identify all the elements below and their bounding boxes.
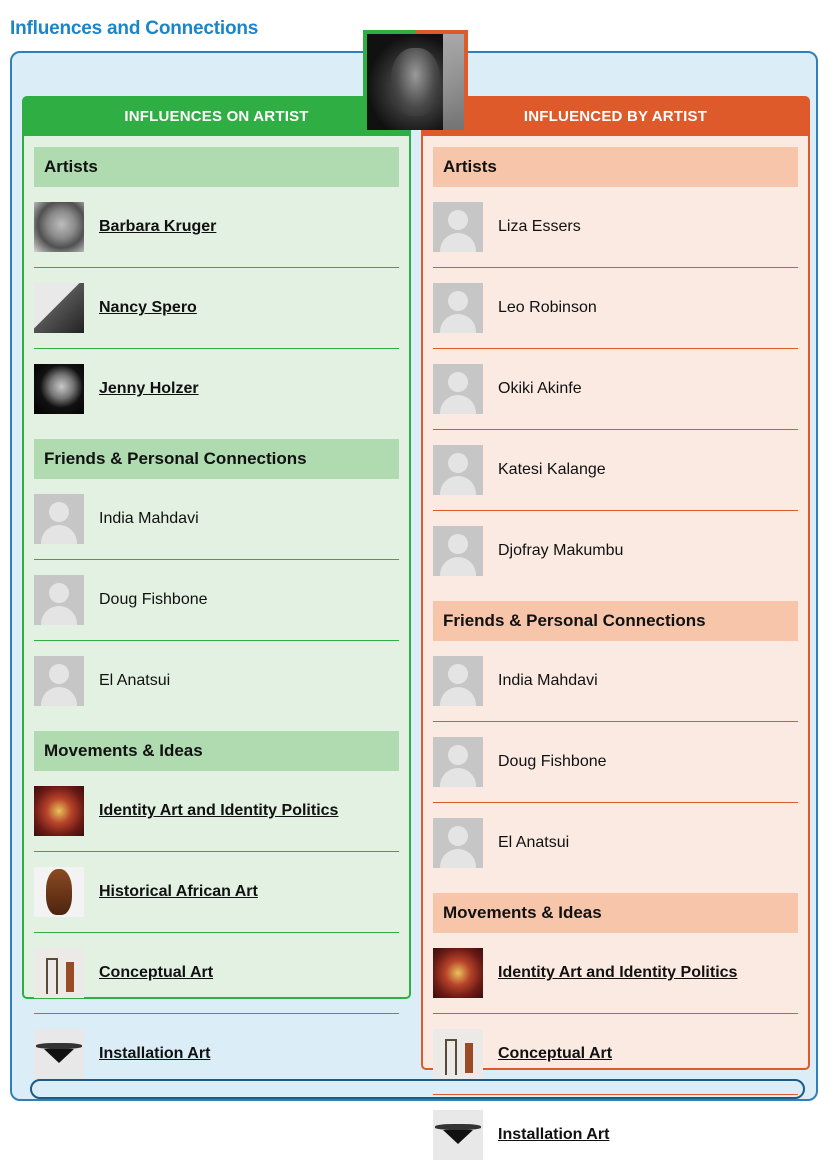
list-item	[433, 197, 798, 268]
panel-header: INFLUENCED BY ARTIST	[423, 98, 808, 136]
item-link[interactable]: Barbara Kruger	[99, 218, 217, 235]
avatar-placeholder-icon	[433, 656, 483, 706]
list-item	[433, 521, 798, 591]
list-item[interactable]	[34, 781, 399, 852]
section-heading: Friends & Personal Connections	[34, 439, 399, 479]
item-link[interactable]: Historical African Art	[99, 883, 258, 900]
avatar-placeholder-icon	[433, 445, 483, 495]
panel-header: INFLUENCES ON ARTIST	[24, 98, 409, 136]
item-link[interactable]: Conceptual Art	[498, 1045, 613, 1062]
item-link[interactable]: Identity Art and Identity Politics	[498, 964, 738, 981]
list-item[interactable]	[34, 197, 399, 268]
item-name: Okiki Akinfe	[498, 380, 582, 397]
page-title: Influences and Connections	[10, 18, 259, 39]
item-name: Katesi Kalange	[498, 461, 606, 478]
list-item	[34, 651, 399, 721]
avatar-placeholder-icon	[433, 202, 483, 252]
thumbnail-image[interactable]	[34, 948, 84, 998]
item-name: Leo Robinson	[498, 299, 597, 316]
avatar-placeholder-icon	[433, 818, 483, 868]
item-name: Doug Fishbone	[498, 753, 607, 770]
section-heading: Friends & Personal Connections	[433, 601, 798, 641]
item-name: Djofray Makumbu	[498, 542, 624, 559]
list-item[interactable]	[34, 943, 399, 1014]
next-section-container	[30, 1079, 805, 1099]
panel-body	[24, 136, 409, 1094]
thumbnail-image[interactable]	[34, 867, 84, 917]
list-item	[34, 570, 399, 641]
item-name: Liza Essers	[498, 218, 581, 235]
item-name: El Anatsui	[498, 834, 570, 851]
avatar-placeholder-icon	[433, 283, 483, 333]
item-link[interactable]: Conceptual Art	[99, 964, 214, 981]
list-item	[433, 359, 798, 430]
section-heading: Artists	[34, 147, 399, 187]
item-link[interactable]: Installation Art	[99, 1045, 211, 1062]
avatar-placeholder-icon	[433, 526, 483, 576]
list-item	[433, 278, 798, 349]
item-name: El Anatsui	[99, 672, 171, 689]
item-link[interactable]: Installation Art	[498, 1126, 610, 1143]
avatar-placeholder-icon	[34, 656, 84, 706]
list-item	[433, 440, 798, 511]
section-heading: Artists	[433, 147, 798, 187]
avatar-placeholder-icon	[433, 737, 483, 787]
thumbnail-image[interactable]	[34, 786, 84, 836]
thumbnail-image[interactable]	[433, 1110, 483, 1160]
avatar-placeholder-icon	[34, 575, 84, 625]
item-link[interactable]: Jenny Holzer	[99, 380, 199, 397]
list-item[interactable]	[34, 862, 399, 933]
avatar-placeholder-icon	[433, 364, 483, 414]
thumbnail-image[interactable]	[34, 364, 84, 414]
list-item	[34, 489, 399, 560]
thumbnail-image[interactable]	[433, 948, 483, 998]
item-name: India Mahdavi	[99, 510, 199, 527]
thumbnail-image[interactable]	[433, 1029, 483, 1079]
avatar-placeholder-icon	[34, 494, 84, 544]
influenced-by-artist-panel	[421, 96, 810, 1143]
thumbnail-image[interactable]	[34, 202, 84, 252]
section-heading: Movements & Ideas	[433, 893, 798, 933]
panel-body	[423, 136, 808, 1175]
artist-portrait-image	[367, 34, 464, 130]
list-item[interactable]	[433, 1105, 798, 1175]
list-item	[433, 732, 798, 803]
artist-portrait	[363, 30, 468, 130]
list-item[interactable]	[34, 278, 399, 349]
list-item	[433, 813, 798, 883]
item-link[interactable]: Nancy Spero	[99, 299, 197, 316]
item-name: Doug Fishbone	[99, 591, 208, 608]
influences-on-artist-panel	[22, 96, 411, 1062]
list-item	[433, 651, 798, 722]
thumbnail-image[interactable]	[34, 1029, 84, 1079]
section-heading: Movements & Ideas	[34, 731, 399, 771]
item-name: India Mahdavi	[498, 672, 598, 689]
list-item[interactable]	[34, 359, 399, 429]
thumbnail-image[interactable]	[34, 283, 84, 333]
list-item[interactable]	[433, 943, 798, 1014]
item-link[interactable]: Identity Art and Identity Politics	[99, 802, 339, 819]
